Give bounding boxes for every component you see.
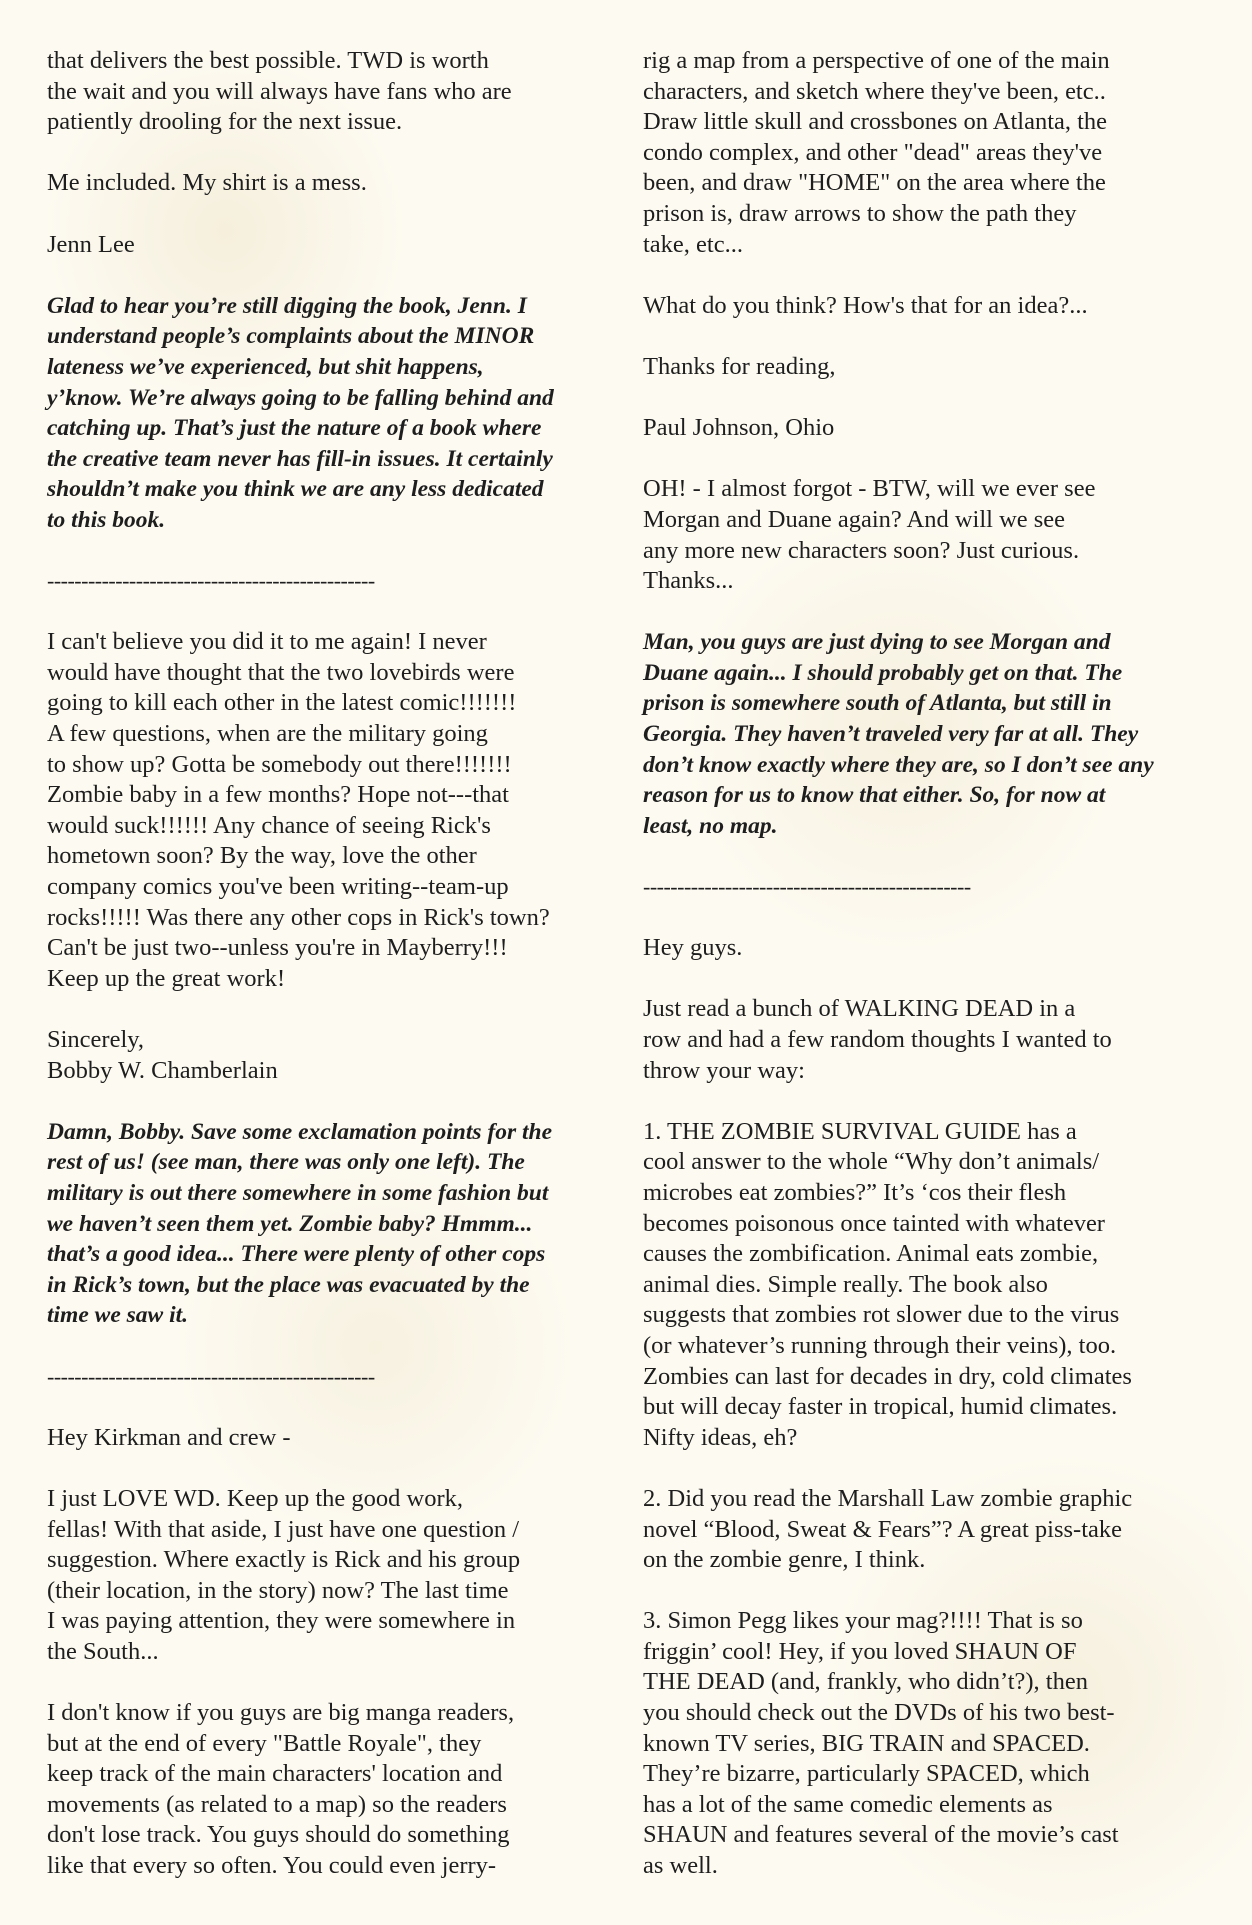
letter-paragraph: Thanks for reading,: [643, 352, 836, 380]
letter-paragraph: I can't believe you did it to me again! I never would have thought that the two lovebirds were going to kill each other in the latest comic!!!!!!! A few questions, when are the military going to show up? Gotta be somebody out there!!!!!!! Zombie baby in a few months? Hope not---that would suck!!!!!! Any chance of seeing Rick's hometown soon? By the way, love the other company comics you've been writing--team-up rocks!!!!! Was there any other cops in Rick's town? Can't be just two--unless you're in Mayberry!!! Keep up the great work!: [47, 628, 550, 992]
section-divider: ------------------------------------------------: [47, 568, 375, 594]
editor-reply: Glad to hear you’re still digging the book, Jenn. I understand people’s complaints about the MINOR lateness we’ve experienced, but shit happens, y’know. We’re always going to be falling behind and catching up. That’s just the nature of a book where the creative team never has fill-in issues. It certainly shouldn’t make you think we are any less dedicated to this book.: [47, 292, 554, 533]
letter-greeting: Hey Kirkman and crew -: [47, 1423, 291, 1451]
right-column: [643, 46, 1223, 1912]
letter-greeting: Hey guys.: [643, 934, 743, 962]
letter-paragraph: Me included. My shirt is a mess.: [47, 169, 367, 197]
letter-paragraph: 1. THE ZOMBIE SURVIVAL GUIDE has a cool answer to the whole “Why don’t animals/ microbes eat zombies?” It’s ‘cos their flesh becomes poisonous once tainted with whatever causes the zombification. Animal eats zombie, animal dies. Simple really. The book also suggests that zombies rot slower due to the virus (or whatever’s running through their veins), too. Zombies can last for decades in dry, cold climates but will decay faster in tropical, humid climates. Nifty ideas, eh?: [643, 1117, 1132, 1451]
letter-signature: Jenn Lee: [47, 230, 135, 258]
letter-paragraph: OH! - I almost forgot - BTW, will we ever see Morgan and Duane again? And will we see any more new characters soon? Just curious. Thanks...: [643, 475, 1096, 595]
letter-signature: Paul Johnson, Ohio: [643, 414, 835, 442]
section-divider: ------------------------------------------------: [643, 874, 971, 900]
left-column: [47, 46, 627, 1912]
letter-paragraph: What do you think? How's that for an idea?...: [643, 291, 1088, 319]
editor-reply: Damn, Bobby. Save some exclamation points for the rest of us! (see man, there was only one left). The military is out there somewhere in some fashion but we haven’t seen them yet. Zombie baby? Hmmm... that’s a good idea... There were plenty of other cops in Rick’s town, but the place was evacuated by the time we saw it.: [47, 1118, 553, 1329]
letter-paragraph: I just LOVE WD. Keep up the good work, fellas! With that aside, I just have one question / suggestion. Where exactly is Rick and his group (their location, in the story) now? The last time I was paying attention, they were somewhere in the South...: [47, 1484, 521, 1665]
letter-paragraph: 2. Did you read the Marshall Law zombie graphic novel “Blood, Sweat & Fears”? A great piss-take on the zombie genre, I think.: [643, 1484, 1133, 1574]
letter-signature: Sincerely, Bobby W. Chamberlain: [47, 1026, 278, 1084]
letter-paragraph: Just read a bunch of WALKING DEAD in a row and had a few random thoughts I wanted to throw your way:: [643, 995, 1112, 1084]
letter-paragraph: that delivers the best possible. TWD is worth the wait and you will always have fans who are patiently drooling for the next issue.: [47, 47, 512, 136]
section-divider: ------------------------------------------------: [47, 1363, 375, 1389]
letter-paragraph: I don't know if you guys are big manga readers, but at the end of every "Battle Royale", they keep track of the main characters' location and movements (as related to a map) so the readers don't lose track. You guys should do something like that every so often. You could even jerry-: [47, 1699, 515, 1880]
editor-reply: Man, you guys are just dying to see Morgan and Duane again... I should probably get on that. The prison is somewhere south of Atlanta, but still in Georgia. They haven’t traveled very far at all. They don’t know exactly where they are, so I don’t see any reason for us to know that either. So, for now at least, no map.: [643, 629, 1154, 839]
letter-paragraph: 3. Simon Pegg likes your mag?!!!! That is so friggin’ cool! Hey, if you loved SHAUN OF THE DEAD (and, frankly, who didn’t?), then you should check out the DVDs of his two best- known TV series, BIG TRAIN and SPACED. They’re bizarre, particularly SPACED, which has a lot of the same comedic elements as SHAUN and features several of the movie’s cast as well.: [643, 1607, 1119, 1880]
letter-paragraph: rig a map from a perspective of one of the main characters, and sketch where they've been, etc.. Draw little skull and crossbones on Atlanta, the condo complex, and other "dead" areas they've been, and draw "HOME" on the area where the prison is, draw arrows to show the path they take, etc...: [643, 47, 1110, 258]
